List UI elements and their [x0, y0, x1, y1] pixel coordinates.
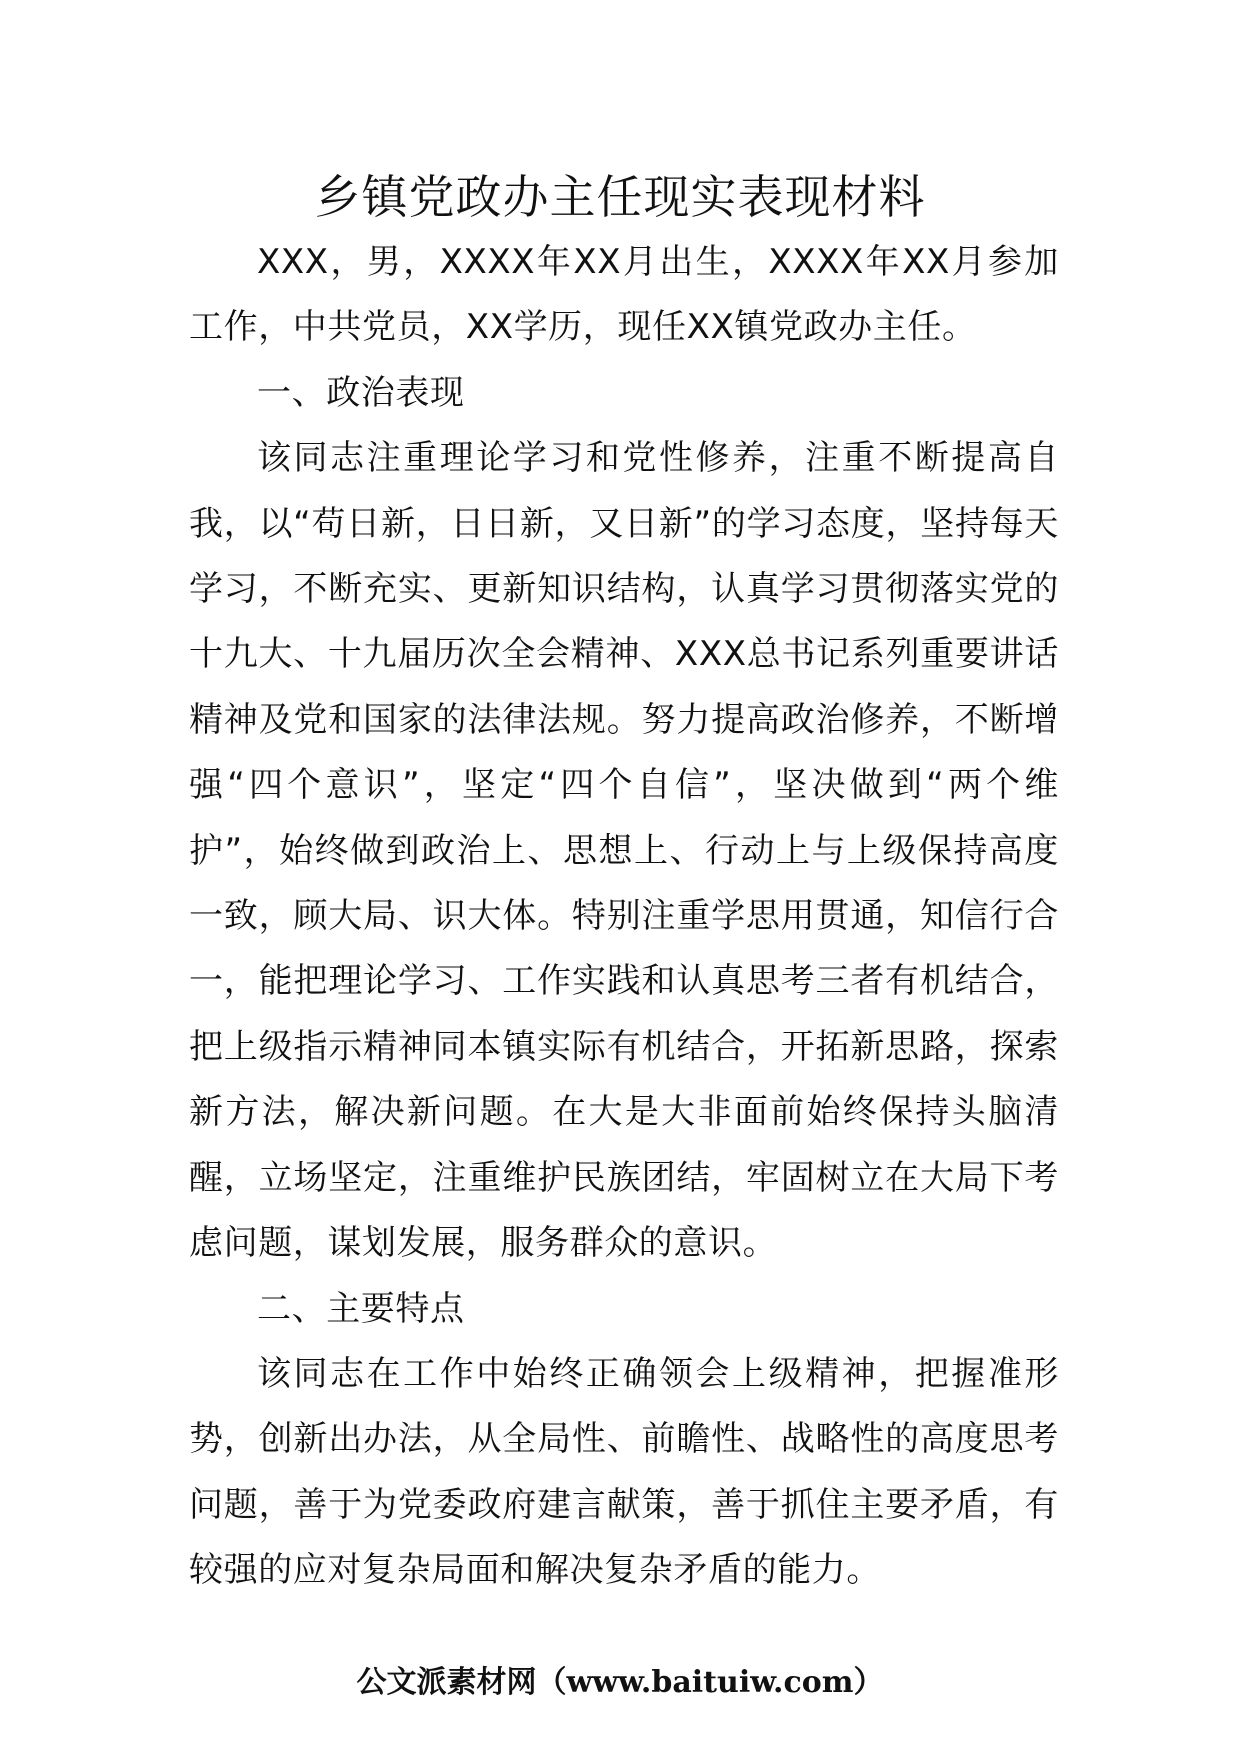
section-heading-political: 一、政治表现 — [257, 372, 465, 413]
section-paragraph-features: 该同志在工作中始终正确领会上级精神，把握准形势，创新出办法，从全局性、前瞻性、战略性的高度思考问题，善于为党委政府建言献策，善于抓住主要矛盾，有较强的应对复杂局面和解决复杂矛盾的能力。 — [189, 1353, 1059, 1591]
section-paragraph-political: 该同志注重理论学习和党性修养，注重不断提高自我，以“苟日新，日日新，又日新”的学习态度，坚持每天学习，不断充实、更新知识结构，认真学习贯彻落实党的十九大、十九届历次全会精神、XXX总书记系列重要讲话精神及党和国家的法律法规。努力提高政治修养，不断增强“四个意识”，坚定“四个自信”，坚决做到“两个维护”，始终做到政治上、思想上、行动上与上级保持高度一致，顾大局、识大体。特别注重学思用贯通，知信行合一，能把理论学习、工作实践和认真思考三者有机结合，把上级指示精神同本镇实际有机结合，开拓新思路，探索新方法，解决新问题。在大是大非面前始终保持头脑清醒，立场坚定，注重维护民族团结，牢固树立在大局下考虑问题，谋划发展，服务群众的意识。 — [189, 438, 1059, 1264]
document-title: 乡镇党政办主任现实表现材料 — [314, 170, 926, 224]
section-heading-features: 二、主要特点 — [257, 1288, 465, 1329]
document-body — [189, 230, 1059, 1604]
intro-paragraph: XXX，男，XXXX年XX月出生，XXXX年XX月参加工作，中共党员，XX学历，现任XX镇党政办主任。 — [189, 242, 1059, 348]
footer-watermark-text: 公文派素材网（www.baituiw.com） — [356, 1665, 884, 1700]
